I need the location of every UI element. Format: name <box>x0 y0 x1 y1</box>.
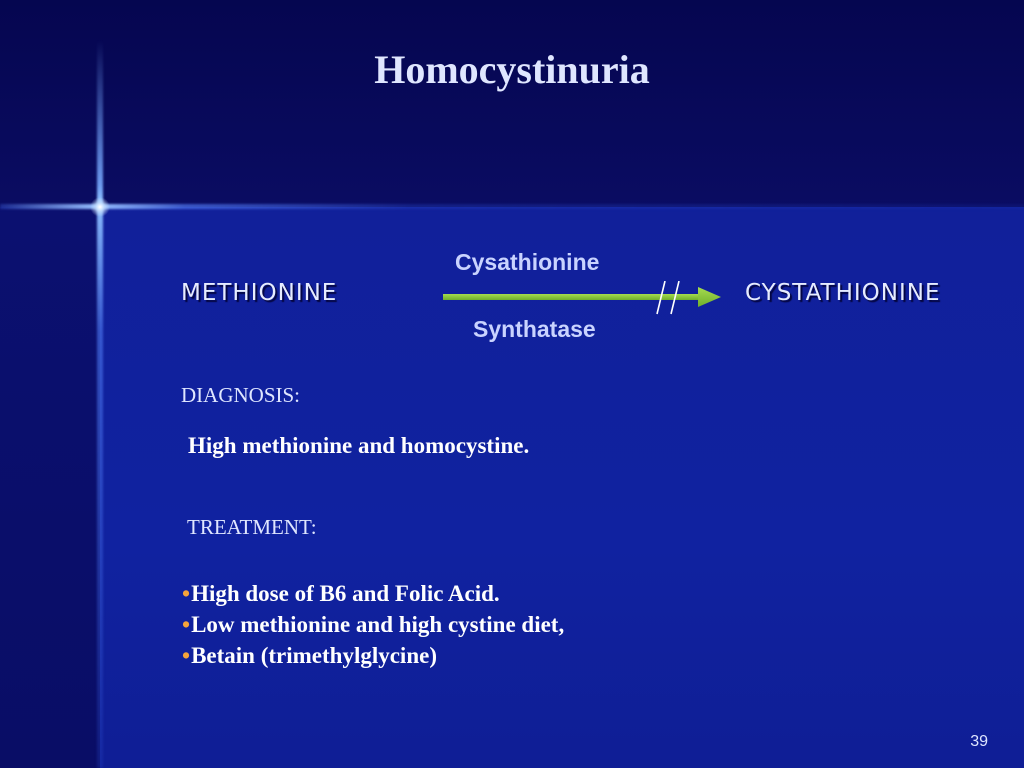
slide-title: Homocystinuria <box>374 47 650 92</box>
treatment-list <box>182 578 564 671</box>
treatment-item <box>182 609 564 640</box>
blocked-reaction-arrow <box>443 281 723 315</box>
treatment-item-text: Low methionine and high cystine diet, <box>191 612 565 637</box>
product-label: CYSTATHIONINE <box>745 280 941 306</box>
horizontal-light-line <box>0 204 1024 209</box>
treatment-heading: TREATMENT: <box>187 515 317 539</box>
enzyme-name-line1: Cysathionine <box>455 249 600 275</box>
arrow-head <box>698 287 721 307</box>
bullet-icon: • <box>182 612 191 637</box>
treatment-item <box>182 640 564 671</box>
diagnosis-finding: High methionine and homocystine. <box>188 433 530 458</box>
left-column-decoration <box>0 207 100 768</box>
sparkle-star-icon <box>90 197 110 217</box>
bullet-icon: • <box>182 581 191 606</box>
bullet-icon: • <box>182 643 191 668</box>
treatment-item-text: High dose of B6 and Folic Acid. <box>191 581 500 606</box>
substrate-label: METHIONINE <box>181 280 338 306</box>
treatment-item-text: Betain (trimethylglycine) <box>191 643 437 668</box>
diagnosis-heading: DIAGNOSIS: <box>181 383 301 407</box>
page-number: 39 <box>970 733 988 750</box>
enzyme-name-line2: Synthatase <box>473 316 596 342</box>
vertical-light-line <box>97 40 103 768</box>
treatment-item <box>182 578 564 609</box>
header-band <box>0 0 1024 207</box>
